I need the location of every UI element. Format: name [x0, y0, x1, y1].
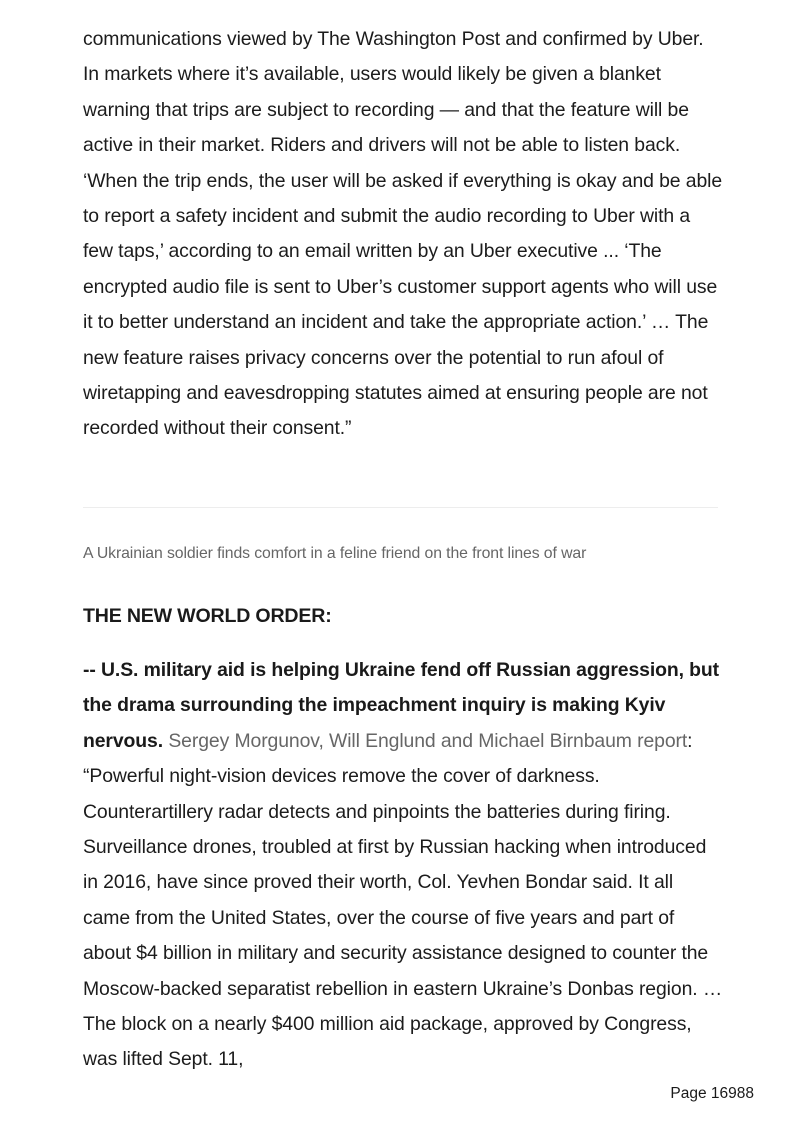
article-paragraph: communications viewed by The Washington Post and confirmed by Uber. In markets where it’s available, users would likely be given a blanket warning that trips are subject to recording — and that the feature will be active in their market. Riders and drivers will not be able to listen back. ‘When the trip ends, the user will be asked if everything is okay and be able to report a safety incident and submit the audio recording to Uber with a few taps,’ according to an email written by an Uber executive ... ‘The encrypted audio file is sent to Uber’s customer support agents who will use it to better understand an incident and take the appropriate action.’ … The new feature raises privacy concerns over the potential to run afoul of wiretapping and eavesdropping statutes aimed at ensuring people are not recorded without their consent.”: [83, 28, 723, 440]
photo-caption-link[interactable]: A Ukrainian soldier finds comfort in a feline friend on the front lines of war: [83, 545, 587, 562]
page-number: Page 16988: [670, 1085, 754, 1102]
section-divider: [83, 507, 718, 508]
story-body: “Powerful night-vision devices remove the cover of darkness. Counterartillery radar detects and pinpoints the batteries during firing. Surveillance drones, troubled at first by Russian hacking when introduced in 2016, have since proved their worth, Col. Yevhen Bondar said. It all came from the United States, over the course of five years and part of about $4 billion in military and security assistance designed to counter the Moscow-backed separatist rebellion in eastern Ukraine’s Donbas region. … The block on a nearly $400 million aid package, approved by Congress, was lifted Sept. 11,: [83, 765, 723, 1071]
story-lede: -- U.S. military aid is helping Ukraine fend off Russian aggression, but the drama surrounding the impeachment inquiry is making Kyiv nervous.: [83, 659, 720, 752]
section-heading: THE NEW WORLD ORDER:: [83, 605, 332, 627]
story-paragraph: [83, 653, 723, 1078]
story-byline-link[interactable]: Sergey Morgunov, Will Englund and Michael Birnbaum report: [168, 729, 688, 752]
byline-separator: :: [687, 729, 693, 752]
document-page: [83, 22, 723, 1071]
